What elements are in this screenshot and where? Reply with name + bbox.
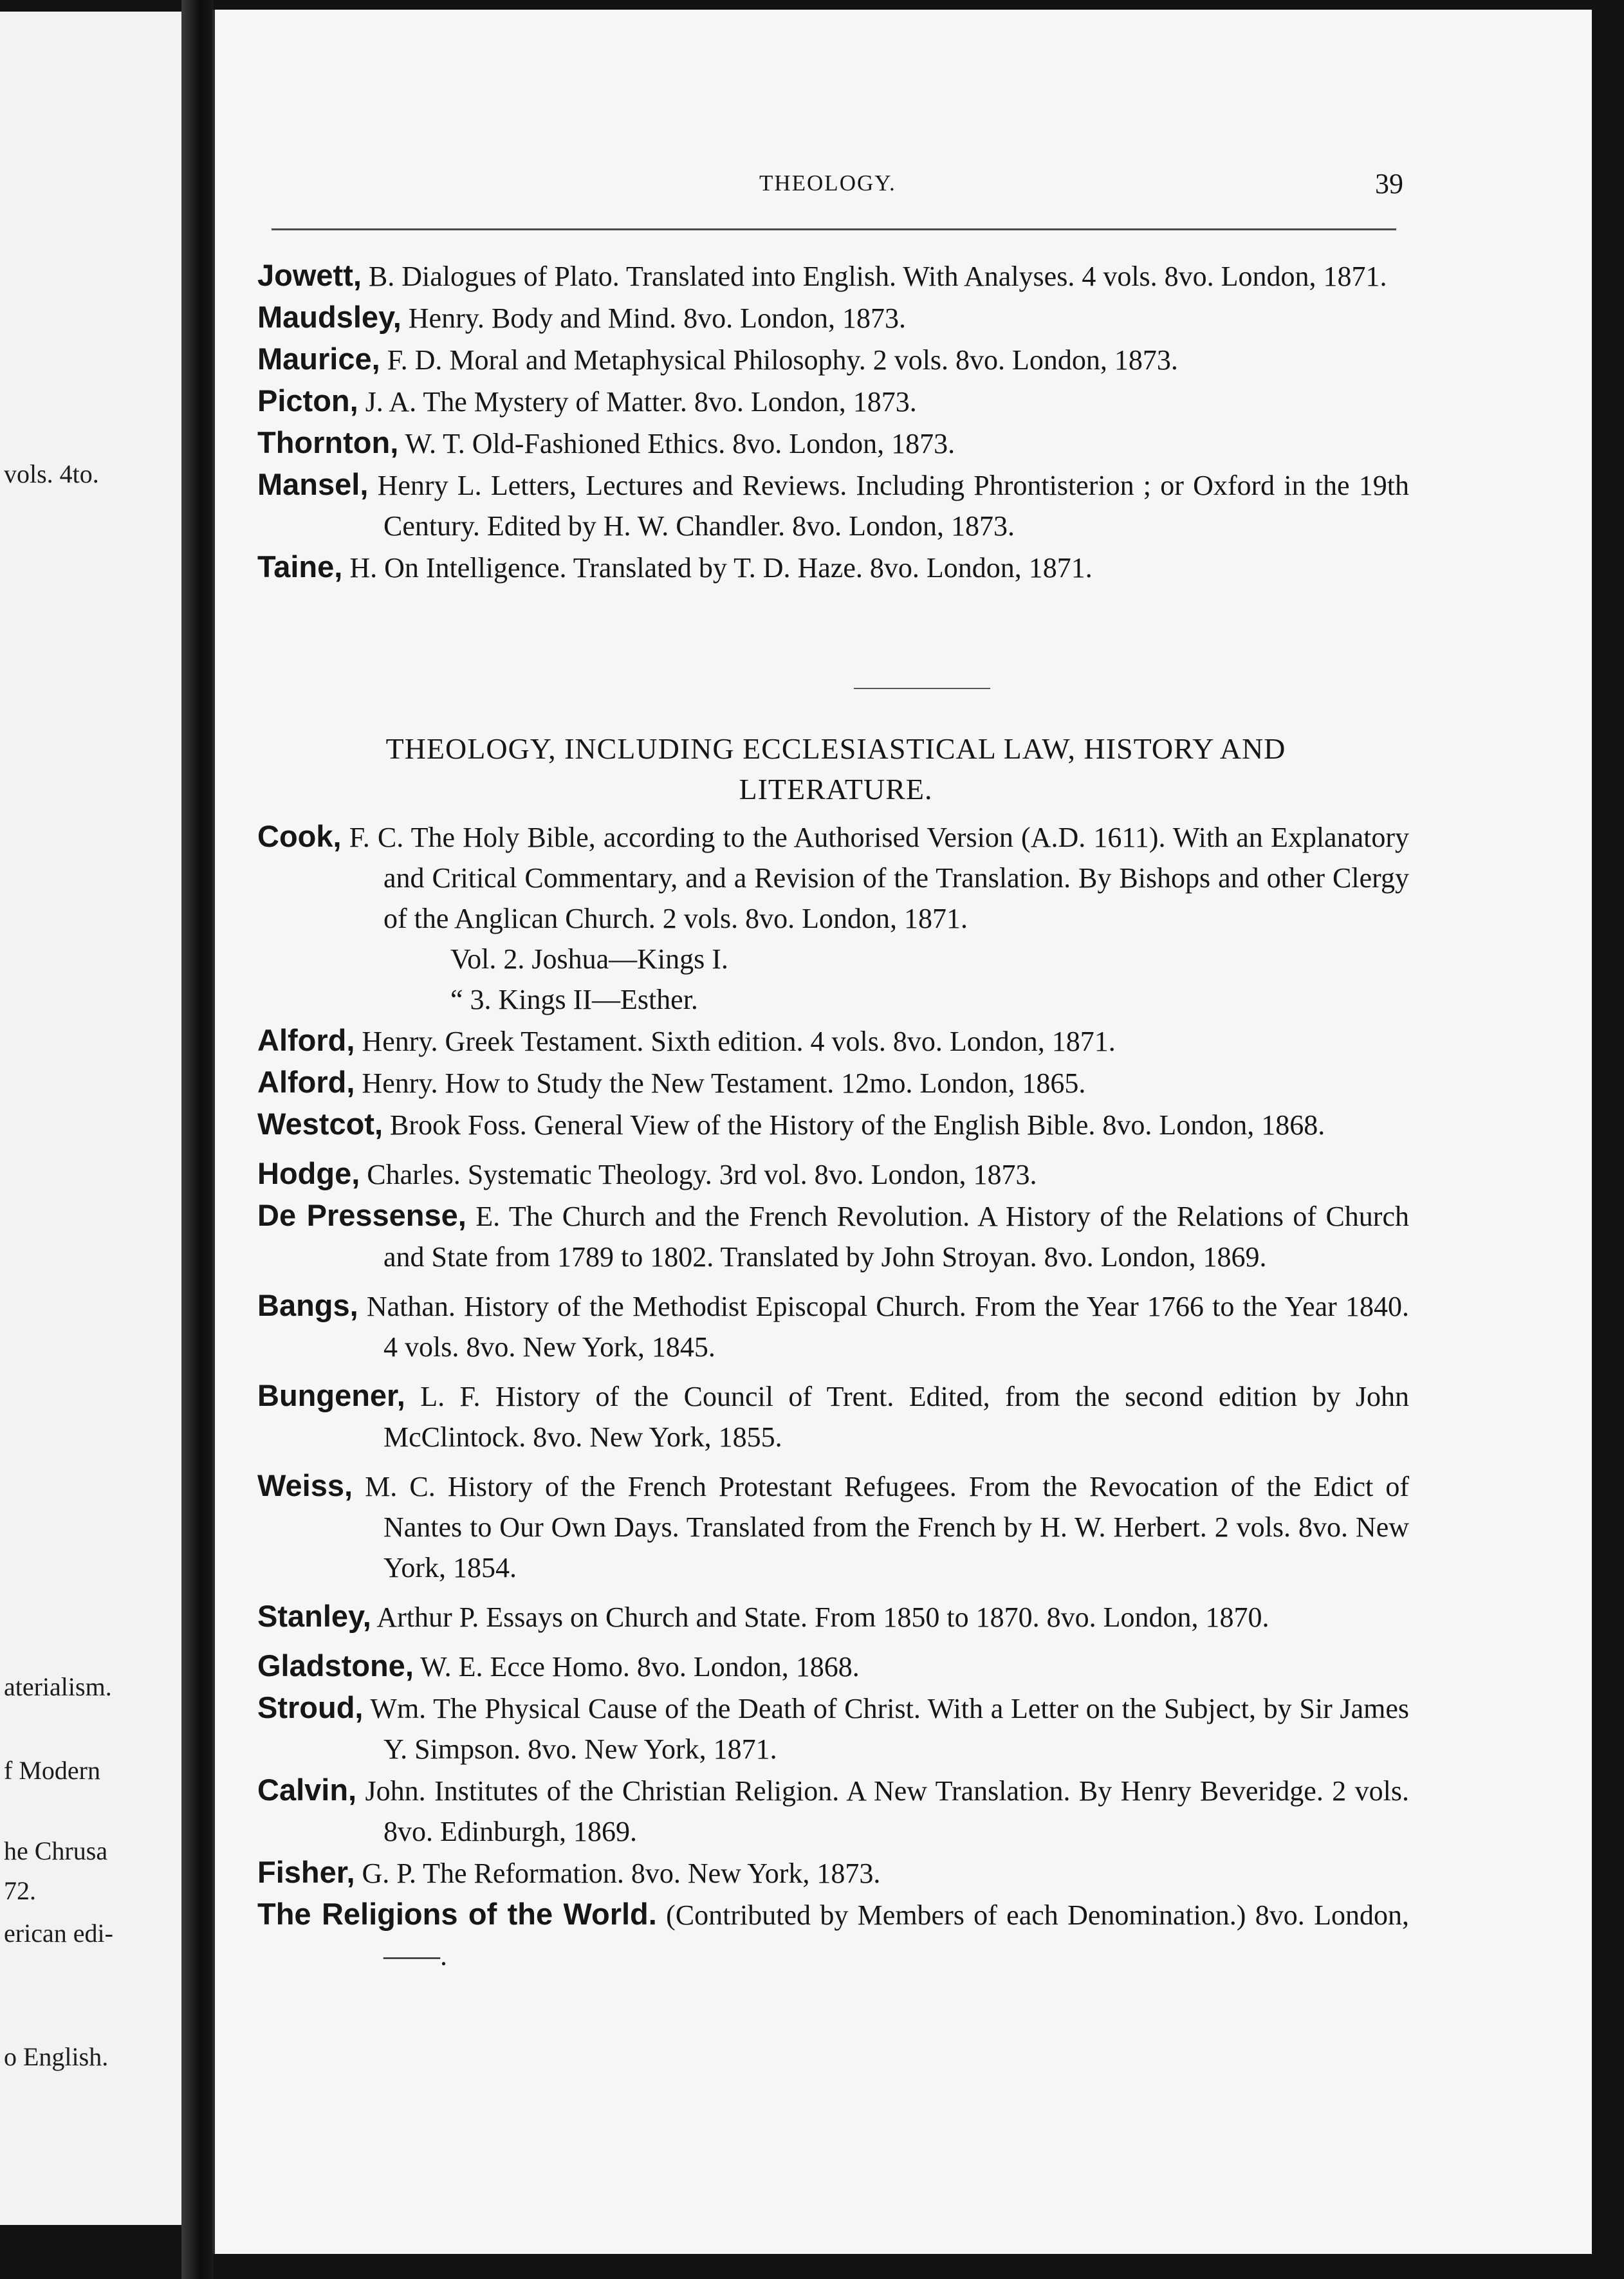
entry-author: The Religions of the World. [257,1897,657,1931]
bibliography-entry [257,1687,1409,1769]
bibliography-entry-list [257,816,1409,1976]
theology-entry-list [257,255,1409,588]
entry-details: (Contributed by Members of each Denomination.) 8vo. London, ——. [383,1899,1409,1971]
entry-details: Henry. How to Study the New Testament. 12mo. London, 1865. [355,1067,1086,1099]
left-page-fragment: o English. [4,2042,109,2071]
bibliography-entry [257,1769,1409,1852]
entry-author: Mansel, [257,467,369,501]
entry-author: Stroud, [257,1690,364,1724]
entry-details: Charles. Systematic Theology. 3rd vol. 8vo. London, 1873. [360,1159,1037,1190]
bibliography-entry [257,1894,1409,1976]
bibliography-entry [257,1195,1409,1277]
entry-details: L. F. History of the Council of Trent. Edited, from the second edition by John McClintock. 8vo. New York, 1855. [383,1381,1409,1453]
entry-author: Bangs, [257,1288,358,1322]
bibliography-entry [257,1062,1409,1103]
entry-author: Jowett, [257,258,362,292]
left-page-fragment: 72. [4,1876,36,1905]
entry-details: J. A. The Mystery of Matter. 8vo. London, 1873. [358,386,917,418]
left-page-fragment: f Modern [4,1756,100,1785]
bibliography-entry [257,1285,1409,1367]
entry-details: John. Institutes of the Christian Religion. A New Translation. By Henry Beveridge. 2 vols. 8vo. Edinburgh, 1869. [356,1775,1409,1847]
entry-author: Alford, [257,1065,355,1099]
entry-details: Henry L. Letters, Lectures and Reviews. Including Phrontisterion ; or Oxford in the 19th Century. Edited by H. W. Chandler. 8vo. London, 1873. [368,470,1409,542]
entry-details: Brook Foss. General View of the History of the English Bible. 8vo. London, 1868. [383,1109,1325,1141]
bibliography-entry [257,1596,1409,1638]
bibliography-entry [257,422,1409,464]
bibliography-entry [257,297,1409,338]
bibliography-entry [257,1852,1409,1894]
entry-details: B. Dialogues of Plato. Translated into English. With Analyses. 4 vols. 8vo. London, 1871. [361,261,1387,292]
entry-details: Henry. Body and Mind. 8vo. London, 1873. [401,302,906,334]
bibliography-entry [257,338,1409,380]
entry-details: F. D. Moral and Metaphysical Philosophy. 2 vols. 8vo. London, 1873. [380,344,1178,376]
entry-details: M. C. History of the French Protestant Refugees. From the Revocation of the Edict of Nantes to Our Own Days. Translated from the French by H. W. Herbert. 2 vols. 8vo. New York, 1854. [353,1471,1409,1583]
entry-author: Weiss, [257,1468,353,1502]
bibliography-entry [257,1020,1409,1062]
entry-author: Picton, [257,383,358,418]
book-gutter [181,0,214,2279]
entry-details: Nathan. History of the Methodist Episcopal Church. From the Year 1766 to the Year 1840. 4 vols. 8vo. New York, 1845. [358,1291,1409,1363]
bibliography-entry [257,1103,1409,1145]
bibliography-entry [257,816,1409,939]
entry-details: H. On Intelligence. Translated by T. D. Haze. 8vo. London, 1871. [342,552,1093,584]
left-page-fragment: aterialism. [4,1672,112,1701]
entry-details: Arthur P. Essays on Church and State. From 1850 to 1870. 8vo. London, 1870. [371,1601,1269,1633]
entry-details: G. P. The Reformation. 8vo. New York, 1873. [355,1858,881,1889]
left-page-fragment: erican edi- [4,1919,113,1948]
left-page-fragment: he Chrusa [4,1836,108,1865]
entry-author: Stanley, [257,1599,371,1633]
entry-author: De Pressense, [257,1198,466,1232]
entry-details: F. C. The Holy Bible, according to the Authorised Version (A.D. 1611). With an Explanatory and Critical Commentary, and a Revision of the Translation. By Bishops and other Clergy of the Anglican Church. 2 vols. 8vo. London, 1871. [341,822,1409,934]
header-rule [272,228,1396,230]
entry-author: Cook, [257,819,342,853]
bibliography-entry [257,380,1409,422]
left-page-fragment: vols. 4to. [4,459,99,488]
entry-author: Thornton, [257,425,399,459]
page-number: 39 [1375,168,1403,199]
running-title: THEOLOGY. [759,171,896,196]
bibliography-entry [257,1465,1409,1588]
entry-author: Gladstone, [257,1648,414,1683]
entry-author: Westcot, [257,1107,383,1141]
entry-details: W. E. Ecce Homo. 8vo. London, 1868. [413,1651,860,1683]
section-divider [854,688,990,689]
entry-details: W. T. Old-Fashioned Ethics. 8vo. London, 1873. [398,428,955,459]
volume-line: “ 3. Kings II—Esther. [450,984,698,1015]
section-heading: THEOLOGY, INCLUDING ECCLESIASTICAL LAW, HISTORY AND LITERATURE. [385,732,1286,806]
entry-details: E. The Church and the French Revolution. A History of the Relations of Church and State from 1789 to 1802. Translated by John Stroyan. 8vo. London, 1869. [383,1201,1409,1273]
bibliography-entry [257,1645,1409,1687]
entry-author: Calvin, [257,1773,357,1807]
entry-details: Wm. The Physical Cause of the Death of Christ. With a Letter on the Subject, by Sir James Y. Simpson. 8vo. New York, 1871. [363,1693,1409,1765]
volume-line: Vol. 2. Joshua—Kings I. [450,943,728,975]
bibliography-entry [257,1375,1409,1457]
entry-details: Henry. Greek Testament. Sixth edition. 4 vols. 8vo. London, 1871. [355,1026,1116,1057]
entry-author: Maudsley, [257,300,401,334]
entry-author: Fisher, [257,1855,355,1889]
bibliography-entry [257,255,1409,297]
left-page-edge [0,12,193,2225]
entry-author: Taine, [257,549,343,584]
entry-author: Bungener, [257,1378,405,1412]
bibliography-entry [257,464,1409,546]
entry-author: Maurice, [257,342,380,376]
entry-author: Alford, [257,1023,355,1057]
entry-author: Hodge, [257,1156,360,1190]
bibliography-entry [257,1153,1409,1195]
bibliography-entry [257,546,1409,588]
book-page [212,10,1592,2254]
